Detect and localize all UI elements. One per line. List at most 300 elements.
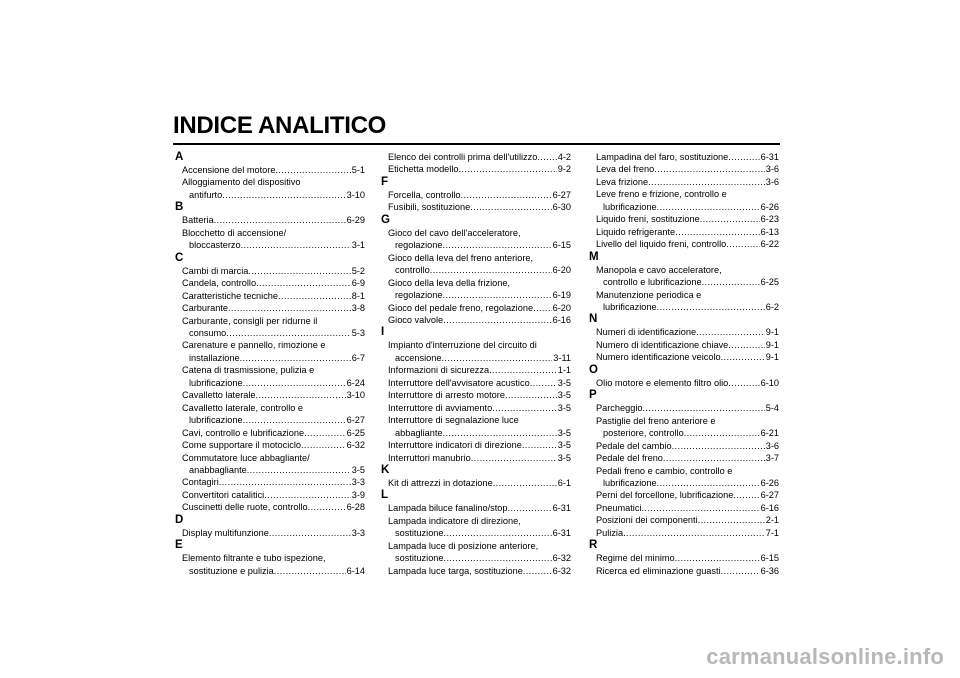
index-entry-label: Cavalletto laterale: [182, 390, 256, 401]
index-entry: [182, 389, 365, 401]
index-entry-line: [596, 176, 779, 188]
index-entry: [596, 163, 779, 175]
index-entry: [388, 414, 571, 439]
index-entry-line: [182, 527, 365, 539]
index-page-number: 5-2: [351, 265, 365, 276]
index-entry-line: [596, 565, 779, 577]
index-entry: [388, 201, 571, 213]
index-entry-line: [182, 364, 365, 376]
index-entry: [388, 439, 571, 451]
index-entry: [388, 189, 571, 201]
dot-leader: [471, 452, 557, 464]
index-entry: [388, 151, 571, 163]
index-entry-label: Olio motore e elemento filtro olio: [596, 377, 729, 388]
index-entry: [388, 377, 571, 389]
index-column-2: [381, 151, 571, 577]
index-letter: B: [175, 201, 184, 214]
dot-leader: [461, 189, 552, 201]
index-page-number: 6-20: [552, 265, 571, 276]
index-entry-label: Informazioni di sicurezza: [388, 365, 490, 376]
index-entry-line: [388, 289, 571, 301]
dot-leader: [702, 276, 760, 288]
index-entry-label: Forcella, controllo: [388, 189, 461, 200]
index-page-number: 5-1: [351, 165, 365, 175]
index-entry-label: Cuscinetti delle ruote, controllo: [182, 502, 308, 513]
index-entry: [388, 252, 571, 277]
index-page-number: 3-10: [346, 390, 365, 401]
index-entry-line: [596, 427, 779, 439]
index-page-number: 1-1: [557, 365, 571, 376]
index-entry-label: lubrificazione: [189, 377, 243, 388]
index-page-number: 3-5: [557, 452, 571, 463]
index-page-number: 6-15: [552, 240, 571, 251]
dot-leader: [256, 389, 346, 401]
index-entry-label: Impianto d'interruzione del circuito di: [388, 340, 537, 351]
index-entry-line: [596, 188, 779, 200]
dot-leader: [214, 214, 346, 226]
index-entry-label: Fusibili, sostituzione: [388, 202, 471, 213]
index-entry: [388, 565, 571, 577]
index-entry-label: lubrificazione: [603, 477, 657, 488]
index-entry-label: installazione: [189, 352, 240, 363]
index-entry: [182, 527, 365, 539]
index-entry-line: [388, 552, 571, 564]
dot-leader: [226, 327, 350, 339]
index-entry: [182, 452, 365, 477]
index-entry-line: [182, 239, 365, 251]
index-entry-label: lubrificazione: [603, 301, 657, 312]
index-entry-label: Gioco del pedale freno, regolazione: [388, 302, 534, 313]
index-page-number: 3-11: [553, 352, 571, 363]
dot-leader: [275, 164, 350, 176]
index-entry-label: Candela, controllo: [182, 278, 257, 289]
index-entry-line: [596, 238, 779, 250]
title-rule: [173, 143, 780, 145]
index-column-3: [589, 151, 779, 577]
index-entry-label: Interruttore di segnalazione luce: [388, 415, 519, 426]
index-entry-label: Elenco dei controlli prima dell'utilizzo: [388, 152, 538, 162]
index-entry: [182, 427, 365, 439]
index-letter: K: [381, 463, 390, 476]
index-entry: [182, 439, 365, 451]
index-entry: [182, 176, 365, 201]
dot-leader: [684, 427, 760, 439]
index-entry-label: Carburante, consigli per ridurne il: [182, 315, 318, 326]
index-letter: C: [175, 251, 184, 264]
index-entry-line: [182, 265, 365, 277]
index-entry: [388, 402, 571, 414]
index-page-number: 9-1: [765, 352, 779, 363]
index-page-number: 6-25: [760, 277, 779, 288]
dot-leader: [721, 565, 760, 577]
index-entry: [596, 527, 779, 539]
index-entry: [182, 214, 365, 226]
index-entry-label: Manopola e cavo acceleratore,: [596, 264, 722, 275]
index-entry-label: regolazione: [395, 240, 443, 251]
index-entry: [388, 339, 571, 364]
index-letter: P: [589, 389, 597, 402]
index-entry-line: [182, 227, 365, 239]
dot-leader: [228, 302, 351, 314]
index-page-number: 6-31: [552, 503, 571, 514]
dot-leader: [304, 427, 346, 439]
index-entry-line: [388, 502, 571, 514]
index-entry: [596, 552, 779, 564]
index-entry: [182, 501, 365, 513]
index-page-number: 3-5: [557, 440, 571, 451]
index-page-number: 7-1: [765, 527, 779, 538]
page-title: INDICE ANALITICO: [173, 112, 386, 139]
index-entry-line: [182, 452, 365, 464]
index-entry-line: [596, 489, 779, 501]
index-page-number: 3-5: [557, 402, 571, 413]
index-entry-line: [596, 415, 779, 427]
index-letter: O: [589, 363, 598, 376]
index-page-number: 6-26: [760, 201, 779, 212]
dot-leader: [523, 565, 552, 577]
dot-leader: [728, 339, 764, 351]
index-entry-line: [596, 351, 779, 363]
index-letter: M: [589, 250, 599, 263]
index-entry-label: Interruttore di avviamento: [388, 402, 493, 413]
index-page-number: 6-13: [760, 226, 779, 237]
index-entry-line: [596, 163, 779, 175]
index-entry-line: [182, 189, 365, 201]
index-entry-line: [388, 565, 571, 577]
dot-leader: [696, 326, 765, 338]
dot-leader: [247, 464, 351, 476]
dot-leader: [657, 301, 765, 313]
index-page-number: 9-1: [765, 339, 779, 350]
index-entry-label: Gioco del cavo dell'acceleratore,: [388, 227, 521, 238]
index-entry-label: Etichetta modello: [388, 164, 459, 175]
index-letter: R: [589, 539, 598, 552]
index-entry-label: Cavi, controllo e lubrificazione: [182, 427, 305, 438]
dot-leader: [241, 239, 351, 251]
index-entry-label: Blocchetto di accensione/: [182, 227, 287, 238]
dot-leader: [301, 439, 346, 451]
index-page-number: 6-23: [760, 214, 779, 225]
index-page-number: 6-36: [760, 565, 779, 576]
index-entry-line: [182, 315, 365, 327]
index-entry: [596, 238, 779, 250]
dot-leader: [654, 163, 764, 175]
index-entry-line: [182, 290, 365, 302]
index-page-number: 3-8: [351, 303, 365, 314]
index-entry: [596, 326, 779, 338]
dot-leader: [264, 489, 351, 501]
index-page-number: 3-5: [557, 390, 571, 401]
index-entry-line: [182, 327, 365, 339]
index-entry-line: [388, 389, 571, 401]
index-entry-label: Gioco della leva della frizione,: [388, 277, 511, 288]
index-entry-line: [388, 201, 571, 213]
index-entry-line: [182, 427, 365, 439]
dot-leader: [533, 302, 552, 314]
index-page-number: 3-3: [351, 527, 365, 538]
dot-leader: [675, 226, 759, 238]
index-entry-line: [388, 227, 571, 239]
index-page-number: 6-30: [552, 202, 571, 213]
index-entry-label: Commutatore luce abbagliante/: [182, 452, 310, 463]
index-page-number: 6-2: [765, 301, 779, 312]
dot-leader: [269, 527, 351, 539]
index-entry-label: antifurto: [189, 189, 223, 200]
index-entry-line: [182, 339, 365, 351]
index-letter: G: [381, 213, 390, 226]
index-entry-label: Leve freno e frizione, controllo e: [596, 189, 727, 200]
index-letter: E: [175, 539, 183, 552]
index-entry-label: Display multifunzione: [182, 527, 269, 538]
index-entry-label: Cambi di marcia: [182, 265, 249, 276]
index-entry-line: [388, 477, 571, 489]
index-entry-line: [596, 264, 779, 276]
dot-leader: [728, 151, 759, 163]
index-page-number: 6-21: [760, 428, 779, 439]
index-page-number: 5-4: [765, 403, 779, 414]
dot-leader: [698, 514, 765, 526]
index-entry-line: [182, 377, 365, 389]
index-entry-label: sostituzione: [395, 528, 444, 539]
index-entry-label: Numero di identificazione chiave: [596, 339, 729, 350]
index-entry-line: [182, 439, 365, 451]
index-entry: [182, 364, 365, 389]
index-entry-label: Manutenzione periodica e: [596, 289, 702, 300]
index-entry: [596, 339, 779, 351]
dot-leader: [441, 352, 552, 364]
index-entry-label: bloccasterzo: [189, 240, 241, 251]
index-entry-line: [182, 464, 365, 476]
dot-leader: [430, 264, 552, 276]
dot-leader: [443, 289, 552, 301]
index-entry-line: [182, 352, 365, 364]
index-page-number: 6-7: [351, 352, 365, 363]
index-page-number: 4-2: [557, 152, 571, 162]
index-entry-label: Gioco valvole: [388, 314, 444, 325]
index-entry: [596, 565, 779, 577]
index-entry-line: [596, 514, 779, 526]
dot-leader: [657, 201, 760, 213]
index-entry: [388, 477, 571, 489]
index-page-number: 3-6: [765, 164, 779, 175]
index-entry-label: controllo e lubrificazione: [603, 277, 702, 288]
index-entry-label: Elemento filtrante e tubo ispezione,: [182, 553, 326, 564]
dot-leader: [243, 377, 346, 389]
index-entry: [596, 514, 779, 526]
index-entry: [182, 402, 365, 427]
index-entry-line: [596, 527, 779, 539]
index-page-number: 3-10: [346, 189, 365, 200]
index-entry-label: Liquido refrigerante: [596, 226, 676, 237]
index-page-number: 6-27: [346, 415, 365, 426]
index-entry-label: Pneumatici: [596, 502, 642, 513]
index-entry-line: [388, 239, 571, 251]
index-entry-line: [388, 364, 571, 376]
index-entry-label: Leva del freno: [596, 164, 655, 175]
index-entry-line: [596, 477, 779, 489]
index-entry-line: [388, 377, 571, 389]
index-entry-line: [182, 389, 365, 401]
index-entry-line: [596, 301, 779, 313]
dot-leader: [733, 489, 759, 501]
index-entry-line: [596, 213, 779, 225]
index-entry: [388, 515, 571, 540]
index-page-number: 6-16: [552, 314, 571, 325]
index-entry: [596, 452, 779, 464]
dot-leader: [700, 213, 760, 225]
index-letter: N: [589, 313, 598, 326]
dot-leader: [443, 427, 557, 439]
index-entry-label: Accensione del motore: [182, 165, 276, 175]
index-page-number: 3-6: [765, 440, 779, 451]
index-entry-label: anabbagliante: [189, 464, 247, 475]
index-entry-label: Lampada biluce fanalino/stop: [388, 503, 508, 514]
index-page-number: 6-10: [760, 377, 779, 388]
index-entry-line: [596, 452, 779, 464]
dot-leader: [219, 476, 351, 488]
dot-leader: [508, 502, 552, 514]
index-entry-label: Interruttore dell'avvisatore acustico: [388, 377, 530, 388]
index-page-number: 3-6: [765, 176, 779, 187]
index-page-number: 6-32: [552, 553, 571, 564]
index-letter: I: [381, 326, 385, 339]
index-entry-label: Carenature e pannello, rimozione e: [182, 340, 326, 351]
index-entry: [182, 489, 365, 501]
index-entry-line: [596, 289, 779, 301]
index-entry: [388, 227, 571, 252]
index-entry-label: Interruttore di arresto motore: [388, 390, 505, 401]
index-page-number: 3-5: [557, 427, 571, 438]
index-page-number: 6-19: [552, 290, 571, 301]
index-entry: [596, 489, 779, 501]
index-entry-line: [596, 276, 779, 288]
index-entry-line: [182, 414, 365, 426]
index-entry-label: sostituzione e pulizia: [189, 565, 274, 576]
index-entry-label: Pedali freno e cambio, controllo e: [596, 465, 733, 476]
index-entry-label: Pulizia: [596, 527, 624, 538]
index-entry-label: Regime del minimo: [596, 553, 675, 564]
index-page-number: 9-2: [557, 164, 571, 175]
index-entry-line: [182, 476, 365, 488]
index-entry: [182, 339, 365, 364]
index-entry-label: Carburante: [182, 303, 228, 314]
index-entry-label: Pedale del freno: [596, 453, 663, 464]
index-page-number: 6-22: [760, 239, 779, 250]
index-entry-line: [596, 440, 779, 452]
index-entry-label: Come supportare il motociclo: [182, 440, 301, 451]
dot-leader: [443, 314, 551, 326]
index-entry-label: consumo: [189, 327, 227, 338]
index-entry: [388, 452, 571, 464]
index-entry-label: lubrificazione: [603, 201, 657, 212]
dot-leader: [623, 527, 765, 539]
index-entry-line: [388, 427, 571, 439]
index-entry-label: abbagliante: [395, 427, 443, 438]
index-entry-line: [388, 339, 571, 351]
index-entry-label: Lampada luce targa, sostituzione: [388, 565, 523, 576]
index-entry-label: Pastiglie del freno anteriore e: [596, 415, 716, 426]
dot-leader: [663, 452, 765, 464]
index-entry-label: controllo: [395, 265, 430, 276]
index-entry: [388, 364, 571, 376]
index-entry: [182, 277, 365, 289]
index-entry: [388, 302, 571, 314]
index-page-number: 6-20: [552, 302, 571, 313]
index-entry-line: [388, 314, 571, 326]
index-page-number: 6-28: [346, 502, 365, 513]
index-entry-line: [388, 352, 571, 364]
dot-leader: [657, 477, 760, 489]
index-entry-line: [182, 565, 365, 577]
dot-leader: [256, 277, 351, 289]
dot-leader: [530, 377, 557, 389]
index-entry-label: Posizioni dei componenti: [596, 515, 698, 526]
index-entry-line: [596, 402, 779, 414]
index-entry-label: regolazione: [395, 290, 443, 301]
index-page-number: 3-5: [351, 464, 365, 475]
index-entry-label: Perni del forcellone, lubrificazione: [596, 490, 734, 501]
dot-leader: [537, 151, 556, 163]
dot-leader: [444, 527, 552, 539]
index-column-1: [175, 151, 365, 577]
index-entry-line: [388, 527, 571, 539]
dot-leader: [726, 238, 759, 250]
dot-leader: [444, 552, 552, 564]
index-entry-line: [182, 164, 365, 176]
index-entry: [596, 440, 779, 452]
index-entry-line: [596, 465, 779, 477]
index-entry: [182, 227, 365, 252]
dot-leader: [458, 163, 556, 175]
index-page-number: 3-1: [351, 240, 365, 251]
dot-leader: [648, 176, 765, 188]
index-entry: [596, 377, 779, 389]
index-entry-line: [388, 452, 571, 464]
dot-leader: [672, 440, 765, 452]
index-entry: [388, 389, 571, 401]
dot-leader: [728, 377, 759, 389]
dot-leader: [248, 265, 350, 277]
index-entry-label: Parcheggio: [596, 403, 643, 414]
index-entry: [596, 402, 779, 414]
index-page-number: 9-1: [765, 327, 779, 338]
index-letter: A: [175, 151, 184, 163]
index-entry-line: [388, 302, 571, 314]
index-entry-line: [388, 439, 571, 451]
index-page-number: 6-31: [760, 152, 779, 162]
index-entry-label: accensione: [395, 352, 442, 363]
index-page-number: 6-27: [760, 490, 779, 501]
index-entry: [596, 151, 779, 163]
index-entry: [388, 163, 571, 175]
index-entry: [388, 540, 571, 565]
index-entry-label: Liquido freni, sostituzione: [596, 214, 700, 225]
index-entry: [596, 264, 779, 289]
index-letter: F: [381, 175, 389, 188]
index-page-number: 6-15: [760, 553, 779, 564]
index-page-number: 6-26: [760, 477, 779, 488]
dot-leader: [222, 189, 345, 201]
index-entry-label: Cavalletto laterale, controllo e: [182, 402, 304, 413]
index-entry: [182, 302, 365, 314]
index-entry-line: [388, 277, 571, 289]
index-entry-label: Batteria: [182, 215, 214, 226]
index-page-number: 2-1: [765, 515, 779, 526]
index-page-number: 3-7: [765, 453, 779, 464]
watermark: carmanualsonline.info: [706, 644, 944, 669]
index-entry-label: Lampadina del faro, sostituzione: [596, 152, 729, 162]
index-entry-line: [182, 302, 365, 314]
